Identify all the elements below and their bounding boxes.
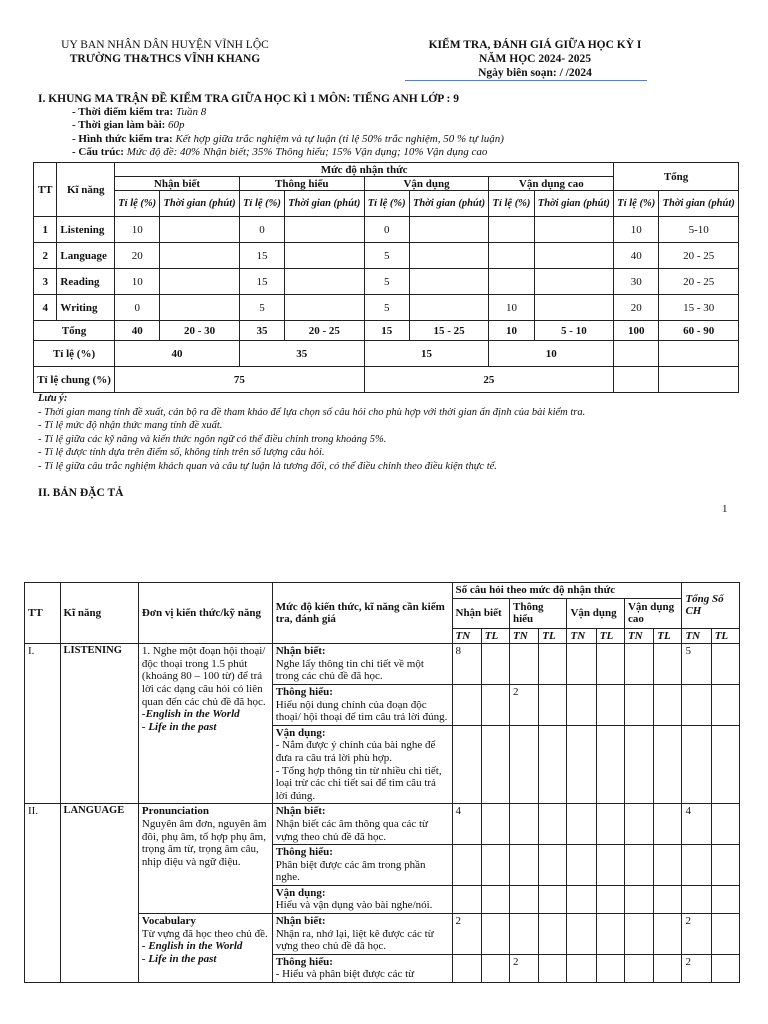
spec-level-header: Vận dụng: [567, 598, 624, 628]
row-tt: 3: [34, 269, 57, 295]
spec-row: [25, 644, 740, 685]
count-cell: 4: [452, 804, 481, 845]
total-cell: 100: [614, 321, 659, 341]
level-body: Hiểu nội dung chính của đoạn độc thoại/ hội thoại để tìm câu trả lời đúng.: [275, 698, 448, 724]
count-cell: [567, 954, 596, 982]
count-cell: [567, 644, 596, 685]
matrix-cell: 10: [115, 217, 160, 243]
tn-subheader: TN: [624, 628, 653, 644]
rate-subheader: Tỉ lệ (%): [364, 191, 409, 217]
school-name: TRƯỜNG TH&THCS VĨNH KHANG: [69, 53, 261, 65]
count-cell: [654, 885, 682, 913]
tl-subheader: TL: [481, 628, 509, 644]
count-cell: [509, 845, 538, 886]
meta-value: Mức độ đề: 40% Nhận biết; 35% Thông hiểu; 15% Vận dụng; 10% Vận dụng cao: [123, 146, 488, 159]
district-name: UY BAN NHÂN DÂN HUYỆN VĨNH LỘC: [61, 39, 269, 51]
unit-line: - Life in the past: [141, 720, 217, 733]
count-cell: [711, 804, 739, 845]
total-cell: 15 - 25: [409, 321, 489, 341]
exam-meta-list: [72, 106, 504, 160]
row-tt: 1: [34, 217, 57, 243]
matrix-cell: 20 - 25: [659, 243, 739, 269]
count-cell: [567, 845, 596, 886]
level-body: - Tổng hợp thông tin từ nhiều chi tiết, loại trừ các chi tiết sai để tìm câu trả lời đúng.: [275, 764, 442, 802]
note-item: - Tỉ lệ mức độ nhận thức mang tính đề xuất.: [38, 420, 223, 431]
tl-subheader: TL: [711, 628, 739, 644]
unit-line: 1. Nghe một đoạn hội thoại/ độc thoại trong 1.5 phút (khoảng 80 – 100 từ) để trả lời các dạng câu hỏi có liên quan đến các chủ đề đã học.: [141, 645, 266, 708]
row-skill: Listening: [57, 217, 115, 243]
common-rate-cell: 75: [115, 367, 365, 393]
count-cell: [596, 725, 624, 804]
time-subheader: Thời gian (phút): [659, 191, 739, 217]
matrix-cell: 5: [239, 295, 284, 321]
matrix-cell: [285, 295, 365, 321]
meta-value: 60p: [165, 119, 185, 132]
matrix-cell: 10: [489, 295, 534, 321]
time-subheader: Thời gian (phút): [285, 191, 365, 217]
count-cell: [682, 725, 711, 804]
row-skill: Writing: [57, 295, 115, 321]
tl-subheader: TL: [596, 628, 624, 644]
empty-cell: [614, 341, 659, 367]
unit-line: Nguyên âm đơn, nguyên âm đôi, phụ âm, tổ hợp phụ âm, trọng âm từ, trọng âm câu, nhịp điệu và ngữ điệu.: [141, 817, 267, 868]
count-cell: [539, 914, 567, 955]
rate-subheader: Tỉ lệ (%): [239, 191, 284, 217]
matrix-rate-row: [34, 341, 739, 367]
level-head: Thông hiểu:: [275, 685, 333, 698]
spec-unit-cell: [138, 914, 272, 983]
count-cell: 2: [682, 954, 711, 982]
level-head: Vận dụng:: [275, 886, 326, 899]
count-cell: [452, 845, 481, 886]
time-subheader: Thời gian (phút): [409, 191, 489, 217]
meta-label: - Cấu trúc:: [72, 146, 124, 159]
matrix-cell: [534, 243, 614, 269]
common-rate-label: Tỉ lệ chung (%): [34, 367, 115, 393]
count-cell: [481, 954, 509, 982]
matrix-cell: [534, 217, 614, 243]
matrix-cell: [285, 269, 365, 295]
spec-table: [24, 582, 740, 983]
count-cell: [624, 954, 653, 982]
matrix-cell: [489, 269, 534, 295]
count-cell: [567, 684, 596, 725]
spec-section-skill: LANGUAGE: [60, 804, 138, 983]
spec-row: [25, 804, 740, 845]
count-cell: [481, 804, 509, 845]
section-2-title: II. BẢN ĐẶC TẢ: [38, 487, 124, 499]
count-cell: [682, 885, 711, 913]
spec-col-tt: TT: [25, 583, 61, 644]
matrix-cell: [489, 243, 534, 269]
col-level-group: Mức độ nhận thức: [115, 163, 614, 177]
count-cell: [624, 684, 653, 725]
spec-col-count: Số câu hỏi theo mức độ nhận thức: [452, 583, 682, 599]
matrix-table: [33, 162, 739, 393]
count-cell: [624, 725, 653, 804]
count-cell: [452, 684, 481, 725]
matrix-cell: [409, 269, 489, 295]
count-cell: [481, 914, 509, 955]
count-cell: [539, 684, 567, 725]
count-cell: 2: [509, 954, 538, 982]
count-cell: [711, 914, 739, 955]
level-head: Thông hiểu:: [275, 955, 333, 968]
spec-section-tt: I.: [25, 644, 61, 804]
count-cell: [481, 885, 509, 913]
rate-subheader: Tỉ lệ (%): [489, 191, 534, 217]
level-body: Nhận biết các âm thông qua các từ vựng theo chủ đề đã học.: [275, 817, 428, 843]
count-cell: [711, 885, 739, 913]
count-cell: [539, 725, 567, 804]
spec-unit-cell: [138, 644, 272, 804]
matrix-cell: 5-10: [659, 217, 739, 243]
unit-line: Vocabulary: [141, 915, 196, 928]
count-cell: [567, 914, 596, 955]
level-header: Vận dụng cao: [489, 177, 614, 191]
tn-subheader: TN: [452, 628, 481, 644]
spec-level-header: Nhận biết: [452, 598, 509, 628]
matrix-cell: [285, 243, 365, 269]
count-cell: [711, 644, 739, 685]
matrix-cell: [489, 217, 534, 243]
matrix-cell: 10: [614, 217, 659, 243]
count-cell: [481, 845, 509, 886]
rate-cell: 15: [364, 341, 489, 367]
total-cell: 35: [239, 321, 284, 341]
spec-level-cell: [272, 954, 452, 982]
level-head: Nhận biết:: [275, 915, 326, 928]
rate-subheader: Tỉ lệ (%): [614, 191, 659, 217]
count-cell: [452, 954, 481, 982]
matrix-header-row: [34, 163, 739, 177]
tn-subheader: TN: [567, 628, 596, 644]
level-body: Phân biệt được các âm trong phần nghe.: [275, 858, 426, 884]
note-item: - Tỉ lệ giữa câu trắc nghiệm khách quan và câu tự luận là tương đối, có thể điều chỉnh theo điều kiện thực tế.: [38, 460, 497, 472]
matrix-total-row: [34, 321, 739, 341]
level-body: - Hiểu và phân biệt được các từ: [275, 968, 415, 981]
matrix-cell: [160, 217, 240, 243]
matrix-cell: 20: [614, 295, 659, 321]
level-body: Nhận ra, nhớ lại, liệt kê được các từ vựng theo chủ đề đã học.: [275, 927, 434, 953]
school-header: [20, 38, 310, 66]
notes-title: Lưu ý:: [38, 393, 68, 404]
tn-subheader: TN: [682, 628, 711, 644]
count-cell: [539, 885, 567, 913]
count-cell: [654, 804, 682, 845]
matrix-common-row: [34, 367, 739, 393]
matrix-cell: 15: [239, 269, 284, 295]
meta-label: - Hình thức kiểm tra:: [72, 132, 173, 145]
unit-line: Từ vựng đã học theo chủ đề.: [141, 927, 268, 940]
matrix-cell: 0: [239, 217, 284, 243]
total-cell: 10: [489, 321, 534, 341]
count-cell: [654, 684, 682, 725]
row-skill: Reading: [57, 269, 115, 295]
meta-value: Tuần 8: [173, 106, 207, 118]
count-cell: [624, 644, 653, 685]
rate-label: Tỉ lệ (%): [34, 341, 115, 367]
count-cell: 2: [452, 914, 481, 955]
col-total: Tổng: [614, 163, 739, 191]
meta-label: - Thời điểm kiểm tra:: [72, 106, 174, 118]
note-item: - Tỉ lệ được tính dựa trên điểm số, không tính trên số lượng câu hỏi.: [38, 447, 325, 458]
count-cell: 8: [452, 644, 481, 685]
matrix-row: [34, 269, 739, 295]
section-1-title: I. KHUNG MA TRẬN ĐỀ KIỂM TRA GIỮA HỌC KÌ 1 MÔN: TIẾNG ANH LỚP : 9: [38, 93, 459, 105]
exam-meta-item: [72, 119, 504, 132]
total-cell: 40: [115, 321, 160, 341]
count-cell: [509, 914, 538, 955]
matrix-row: [34, 295, 739, 321]
total-cell: 60 - 90: [659, 321, 739, 341]
matrix-cell: [160, 269, 240, 295]
count-cell: [509, 725, 538, 804]
meta-value: Kết hợp giữa trắc nghiệm và tự luận (tỉ lệ 50% trắc nghiệm, 50 % tự luận): [172, 132, 504, 145]
count-cell: [654, 725, 682, 804]
count-cell: [624, 885, 653, 913]
matrix-cell: 30: [614, 269, 659, 295]
matrix-cell: [160, 243, 240, 269]
count-cell: [509, 804, 538, 845]
unit-line: -English in the World: [141, 708, 240, 721]
count-cell: [654, 914, 682, 955]
count-cell: [596, 644, 624, 685]
count-cell: [682, 684, 711, 725]
matrix-cell: 5: [364, 295, 409, 321]
exam-header: [390, 38, 680, 80]
count-cell: [711, 845, 739, 886]
matrix-cell: [534, 269, 614, 295]
level-head: Vận dụng:: [275, 726, 326, 739]
count-cell: [539, 954, 567, 982]
note-item: - Tỉ lệ giữa các kỹ năng và kiến thức ngôn ngữ có thể điều chỉnh trong khoảng 5%.: [38, 433, 387, 445]
exam-title: KIỂM TRA, ĐÁNH GIÁ GIỮA HỌC KỲ I: [428, 39, 642, 51]
compile-date: Ngày biên soạn: / /2024: [478, 67, 592, 79]
count-cell: [539, 845, 567, 886]
exam-meta-item: [72, 133, 504, 146]
notes-list: [38, 406, 585, 474]
tn-subheader: TN: [509, 628, 538, 644]
spec-section-tt: II.: [25, 804, 61, 983]
matrix-cell: 20: [115, 243, 160, 269]
spec-level-cell: [272, 914, 452, 955]
exam-meta-item: [72, 146, 504, 159]
header-underline: [405, 80, 647, 81]
matrix-cell: [534, 295, 614, 321]
count-cell: [711, 684, 739, 725]
matrix-row: [34, 217, 739, 243]
count-cell: 4: [682, 804, 711, 845]
tl-subheader: TL: [654, 628, 682, 644]
count-cell: [596, 954, 624, 982]
spec-col-total: Tổng Số CH: [682, 583, 740, 629]
count-cell: [596, 804, 624, 845]
spec-level-cell: [272, 845, 452, 886]
count-cell: [452, 885, 481, 913]
rate-cell: 40: [115, 341, 240, 367]
total-label: Tổng: [34, 321, 115, 341]
total-cell: 5 - 10: [534, 321, 614, 341]
rate-cell: 10: [489, 341, 614, 367]
row-skill: Language: [57, 243, 115, 269]
matrix-cell: [285, 217, 365, 243]
level-body: Hiểu và vận dụng vào bài nghe/nói.: [275, 899, 433, 912]
spec-level-cell: [272, 885, 452, 913]
level-header: Thông hiểu: [239, 177, 364, 191]
total-cell: 20 - 25: [285, 321, 365, 341]
count-cell: [654, 954, 682, 982]
count-cell: 2: [509, 684, 538, 725]
level-head: Nhận biết:: [275, 645, 326, 658]
row-tt: 2: [34, 243, 57, 269]
matrix-cell: [409, 243, 489, 269]
count-cell: [596, 684, 624, 725]
meta-label: - Thời gian làm bài:: [72, 119, 166, 132]
total-cell: 15: [364, 321, 409, 341]
level-head: Thông hiểu:: [275, 846, 333, 859]
unit-line: - English in the World: [141, 940, 243, 953]
count-cell: 5: [682, 644, 711, 685]
spec-level-header: Vận dụng cao: [624, 598, 681, 628]
empty-cell: [614, 367, 659, 393]
matrix-cell: 15 - 30: [659, 295, 739, 321]
matrix-cell: 5: [364, 269, 409, 295]
matrix-sub-row: [34, 191, 739, 217]
spec-level-header: Thông hiểu: [509, 598, 566, 628]
school-year: NĂM HỌC 2024- 2025: [478, 53, 592, 65]
level-head: Nhận biết:: [275, 805, 326, 818]
spec-level-cell: [272, 684, 452, 725]
count-cell: [567, 885, 596, 913]
spec-col-level: Mức độ kiến thức, kĩ năng cần kiểm tra, đánh giá: [272, 583, 452, 644]
matrix-cell: 20 - 25: [659, 269, 739, 295]
spec-col-skill: Kĩ năng: [60, 583, 138, 644]
count-cell: [481, 684, 509, 725]
col-tt: TT: [34, 163, 57, 217]
rate-cell: 35: [239, 341, 364, 367]
level-body: - Nắm được ý chính của bài nghe để đưa ra câu trả lời phù hợp.: [275, 739, 436, 764]
level-header: Vận dụng: [364, 177, 489, 191]
matrix-cell: 10: [115, 269, 160, 295]
count-cell: [539, 644, 567, 685]
count-cell: [567, 725, 596, 804]
matrix-cell: [409, 217, 489, 243]
note-item: - Thời gian mang tính đề xuất, cán bộ ra đề tham khảo để lựa chọn số câu hỏi cho phù hợp với thời gian ấn định của bài kiểm tra.: [38, 406, 586, 418]
exam-meta-item: [72, 106, 504, 119]
matrix-cell: 15: [239, 243, 284, 269]
spec-header-row: [25, 583, 740, 599]
spec-unit-cell: [138, 804, 272, 914]
count-cell: [711, 725, 739, 804]
count-cell: [481, 644, 509, 685]
level-header: Nhận biết: [115, 177, 240, 191]
count-cell: [624, 845, 653, 886]
count-cell: [596, 914, 624, 955]
empty-cell: [659, 367, 739, 393]
matrix-row: [34, 243, 739, 269]
count-cell: [711, 954, 739, 982]
matrix-cell: 0: [115, 295, 160, 321]
matrix-cell: 0: [364, 217, 409, 243]
matrix-cell: [160, 295, 240, 321]
spec-section-skill: LISTENING: [60, 644, 138, 804]
time-subheader: Thời gian (phút): [160, 191, 240, 217]
col-skill: Kĩ năng: [57, 163, 115, 217]
rate-subheader: Tỉ lệ (%): [115, 191, 160, 217]
page-number: 1: [722, 503, 728, 515]
spec-col-unit: Đơn vị kiến thức/kỹ năng: [138, 583, 272, 644]
count-cell: [596, 885, 624, 913]
unit-line: Pronunciation: [141, 805, 209, 818]
matrix-cell: [409, 295, 489, 321]
count-cell: [481, 725, 509, 804]
total-cell: 20 - 30: [160, 321, 240, 341]
count-cell: [509, 885, 538, 913]
spec-level-cell: [272, 725, 452, 804]
tl-subheader: TL: [539, 628, 567, 644]
spec-level-cell: [272, 804, 452, 845]
notes: [38, 392, 585, 473]
matrix-cell: 40: [614, 243, 659, 269]
level-body: Nghe lấy thông tin chi tiết về một trong các chủ đề đã học.: [275, 657, 424, 683]
count-cell: [452, 725, 481, 804]
empty-cell: [659, 341, 739, 367]
count-cell: [567, 804, 596, 845]
count-cell: 2: [682, 914, 711, 955]
count-cell: [682, 845, 711, 886]
count-cell: [539, 804, 567, 845]
row-tt: 4: [34, 295, 57, 321]
count-cell: [624, 914, 653, 955]
spec-level-cell: [272, 644, 452, 685]
common-rate-cell: 25: [364, 367, 614, 393]
count-cell: [509, 644, 538, 685]
time-subheader: Thời gian (phút): [534, 191, 614, 217]
count-cell: [654, 845, 682, 886]
count-cell: [624, 804, 653, 845]
count-cell: [654, 644, 682, 685]
unit-line: - Life in the past: [141, 952, 217, 965]
matrix-cell: 5: [364, 243, 409, 269]
count-cell: [596, 845, 624, 886]
